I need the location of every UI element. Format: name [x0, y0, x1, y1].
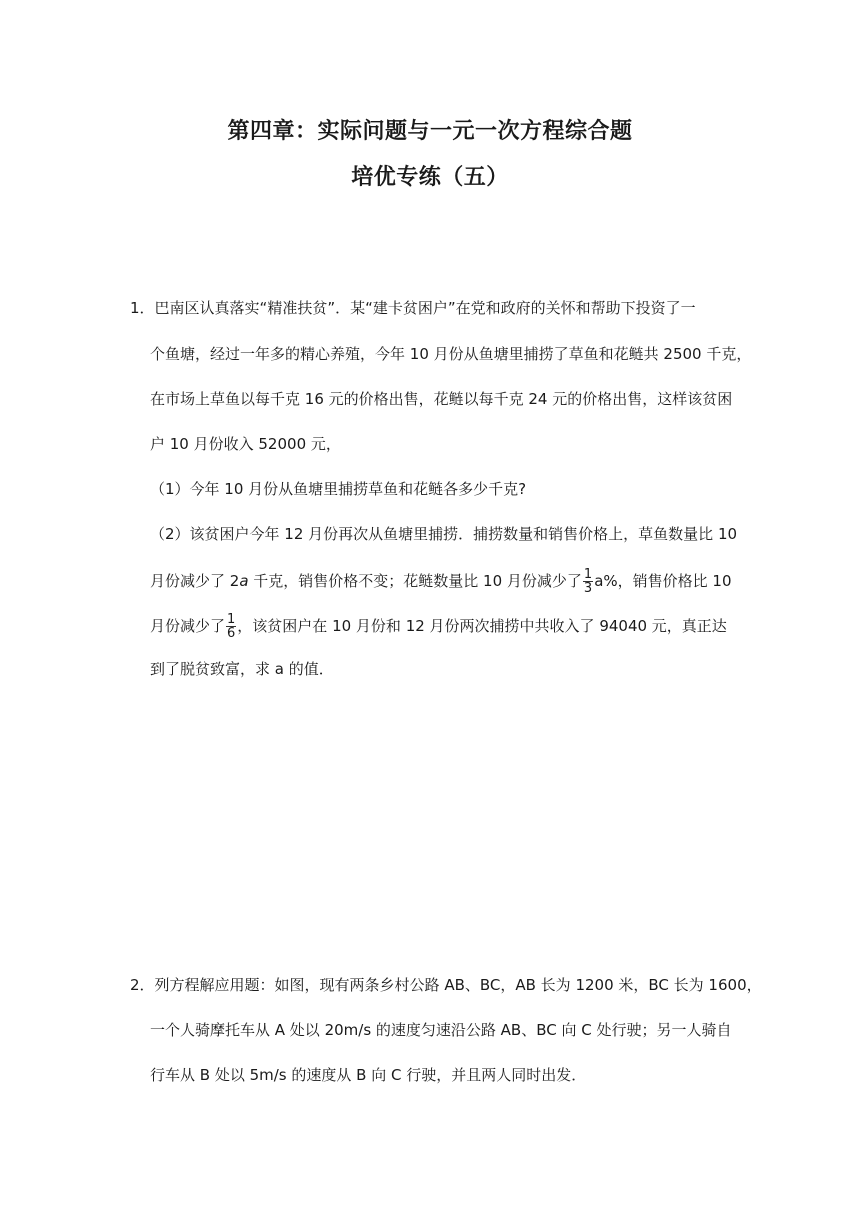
q1-line-8-part-a: 月份减少了 — [150, 617, 226, 635]
q2-line-1: 2．列方程解应用题：如图，现有两条乡村公路 AB、BC，AB 长为 1200 米，BC 长为 1600， — [130, 976, 762, 994]
fraction-one-third — [583, 568, 593, 595]
q1-line-7-part-c: a%，销售价格比 10 — [594, 572, 732, 590]
q1-line-8 — [150, 613, 727, 640]
q2-line-2: 一个人骑摩托车从 A 处以 20m/s 的速度匀速沿公路 AB、BC 向 C 处行驶；另一人骑自 — [150, 1021, 732, 1039]
page-title: 第四章：实际问题与一元一次方程综合题 — [227, 119, 633, 144]
variable-a: a — [239, 572, 249, 590]
q1-line-2: 个鱼塘，经过一年多的精心养殖，今年 10 月份从鱼塘里捕捞了草鱼和花鲢共 2500 千克， — [150, 345, 752, 363]
page-subtitle: 培优专练（五） — [351, 165, 509, 190]
q1-line-7-part-a: 月份减少了 2 — [150, 572, 240, 590]
q1-line-3: 在市场上草鱼以每千克 16 元的价格出售，花鲢以每千克 24 元的价格出售，这样该贫困 — [150, 390, 733, 408]
q1-line-4: 户 10 月份收入 52000 元， — [150, 435, 341, 453]
fraction-numerator: 1 — [583, 567, 593, 582]
q1-line-7-part-b: 千克，销售价格不变；花鲢数量比 10 月份减少了 — [248, 572, 582, 590]
q1-line-1: 1．巴南区认真落实“精准扶贫”．某“建卡贫困户”在党和政府的关怀和帮助下投资了一 — [130, 299, 696, 317]
q2-line-3: 行车从 B 处以 5m/s 的速度从 B 向 C 行驶，并且两人同时出发． — [150, 1066, 587, 1084]
q1-subquestion-2: （2）该贫困户今年 12 月份再次从鱼塘里捕捞．捕捞数量和销售价格上，草鱼数量比 10 — [150, 525, 738, 543]
fraction-one-sixth — [226, 613, 236, 640]
fraction-numerator: 1 — [227, 612, 236, 627]
q1-subquestion-1: （1）今年 10 月份从鱼塘里捕捞草鱼和花鲢各多少千克? — [150, 480, 527, 498]
q1-line-7 — [150, 568, 732, 595]
q1-line-8-part-b: ，该贫困户在 10 月份和 12 月份两次捕捞中共收入了 94040 元，真正达 — [237, 617, 727, 635]
fraction-denominator: 3 — [583, 581, 593, 596]
q1-line-9: 到了脱贫致富，求 a 的值． — [150, 660, 334, 678]
fraction-denominator: 6 — [227, 626, 236, 641]
